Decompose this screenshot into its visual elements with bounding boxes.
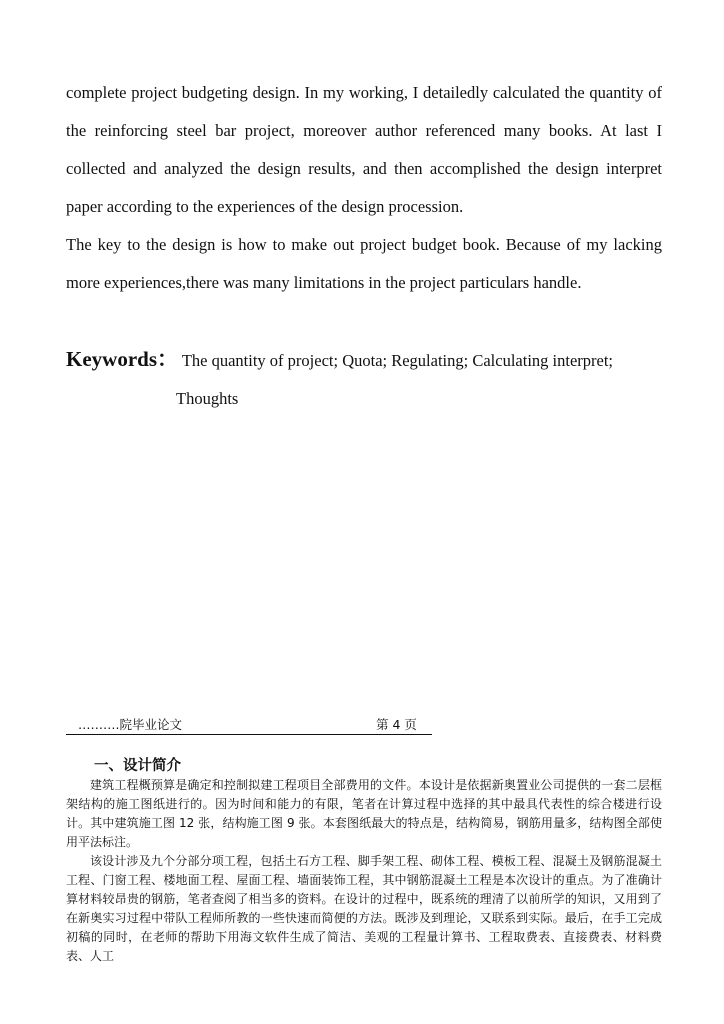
footer-page-number: 第 4 页 (376, 717, 417, 732)
keywords-text-1: The quantity of project; Quota; Regulating; Calculating interpret; (181, 351, 614, 370)
keywords-line-2: Thoughts (176, 389, 239, 408)
page-footer (66, 716, 432, 735)
section-body (66, 776, 662, 966)
section-heading: 一、设计简介 (94, 758, 181, 774)
keywords-line-1 (66, 340, 666, 380)
footer-school-title: ……….院毕业论文 (78, 717, 182, 732)
keywords-section (66, 340, 666, 418)
abstract-section (66, 74, 662, 302)
section-paragraph-2: 该设计涉及九个分部分项工程，包括土石方工程、脚手架工程、砌体工程、模板工程、混凝土及钢筋混凝土工程、门窗工程、楼地面工程、屋面工程、墙面装饰工程，其中钢筋混凝土工程是本次设计的重点。为了准确计算材料较昂贵的钢筋，笔者查阅了相当多的资料。在设计的过程中，既系统的理清了以前所学的知识，又用到了在新奥实习过程中带队工程师所教的一些快速而简便的方法。既涉及到理论，又联系到实际。最后，在手工完成初稿的同时，在老师的帮助下用海文软件生成了简洁、美观的工程量计算书、工程取费表、直接费表、材料费表、人工 (66, 854, 662, 963)
keywords-label: Keywords： (66, 347, 178, 371)
abstract-paragraph-1: complete project budgeting design. In my working, I detailedly calculated the quantity of the reinforcing steel bar project, moreover author referenced many books. At last I collected and analyzed the design results, and then accomplished the design interpret paper according to the experiences of the design procession. (66, 83, 662, 216)
abstract-paragraph-2: The key to the design is how to make out project budget book. Because of my lacking more experiences,there was many limitations in the project particulars handle. (66, 235, 662, 292)
section-paragraph-1: 建筑工程概预算是确定和控制拟建工程项目全部费用的文件。本设计是依据新奥置业公司提供的一套二层框架结构的施工图纸进行的。因为时间和能力的有限，笔者在计算过程中选择的其中最具代表性的综合楼进行设计。其中建筑施工图 12 张，结构施工图 9 张。本套图纸最大的特点是，结构简易，钢筋用量多，结构图全部使用平法标注。 (66, 778, 662, 849)
